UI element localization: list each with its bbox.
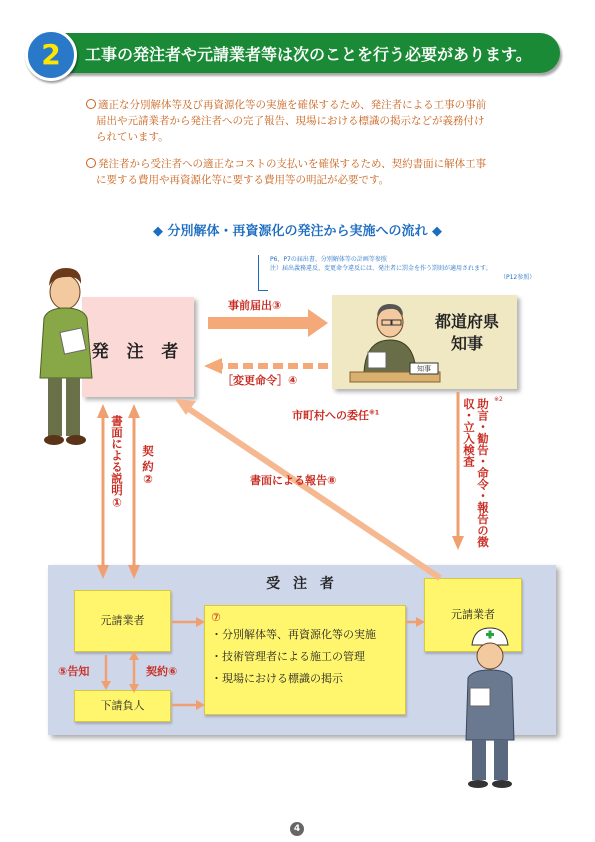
- written-explanation-arrow: [97, 404, 109, 579]
- prime-contractor-right-box: 元請業者: [424, 578, 522, 652]
- written-report-label: 書面による報告⑧: [250, 474, 337, 487]
- contract-arrow: [128, 404, 140, 579]
- delegation-label: [292, 407, 379, 423]
- advance-notice-label: 事前届出③: [228, 299, 282, 312]
- flow-title: ◆ 分別解体・再資源化の発注から実施への流れ ◆: [152, 224, 443, 239]
- owner-person-illustration: [40, 268, 92, 445]
- bullet-1-line-1: 適正な分別解体等及び再資源化等の実施を確保するため、発注者による工事の事前: [98, 99, 487, 111]
- task-3: ・現場における標識の掲示: [211, 672, 343, 685]
- notify-label: ⑤告知: [58, 665, 90, 678]
- governor-label-line-1: 都道府県: [434, 312, 499, 331]
- owner-label: 発 注 者: [91, 342, 185, 362]
- governor-name-plate: 知事: [417, 365, 431, 373]
- sub-to-tasks-arrow: [172, 700, 205, 710]
- section-number-badge: 2: [25, 29, 77, 81]
- prime-contractor-left-box: 元請業者: [74, 590, 171, 652]
- note-line-3: （P12参照）: [500, 274, 536, 281]
- bullet-1-line-2: 届出や元請業者から発注者への完了報告、現場における標識の掲示などが義務付け: [96, 115, 485, 127]
- gov-actions-line-2: 報告の徴収・立入検査: [462, 398, 490, 548]
- subcontract-arrow: [129, 651, 139, 693]
- note-line-2: 注）届出義務違反、変更命令違反には、発注者に罰金を作う罰則が適用されます。: [270, 265, 492, 272]
- section-title: 工事の発注者や元請業者等は次のことを行う必要があります。: [85, 45, 532, 64]
- note-line-1: P6、P7の届出書、分別解体等の計画等参照: [270, 256, 387, 263]
- subcontractor-box: 下請負人: [74, 690, 171, 722]
- delegation-superscript: ※1: [369, 409, 380, 417]
- bullet-1-line-3: られています。: [96, 131, 169, 143]
- contract-label: 契 約②: [141, 445, 155, 487]
- written-report-arrow: [175, 399, 440, 578]
- tasks-number: ⑦: [211, 611, 221, 624]
- page-number: 4: [290, 822, 304, 836]
- task-1: ・分別解体等、再資源化等の実施: [211, 628, 376, 641]
- change-order-label: ［変更命令］④: [222, 374, 298, 387]
- prime-to-tasks-arrow: [172, 617, 205, 627]
- bullet-2-line-2: に要する費用や再資源化等に要する費用等の明記が必要です。: [96, 174, 390, 186]
- subcontract-label: 契約⑥: [146, 665, 178, 678]
- delegation-text: 市町村への委任: [292, 409, 369, 422]
- governor-label-line-2: 知事: [450, 334, 483, 353]
- contractor-title: 受 注 者: [266, 576, 338, 592]
- bullet-2-line-1: 発注者から受注者への適正なコストの支払いを確保するため、契約書面に解体工事: [98, 158, 487, 170]
- gov-actions-line-1: 助言・勧告・命令・: [476, 398, 490, 502]
- worker-person-illustration: [466, 628, 514, 788]
- gov-actions-superscript: ※2: [494, 396, 503, 403]
- written-explanation-label: 書面による説明①: [110, 415, 124, 510]
- notify-arrow: [101, 655, 111, 690]
- tasks-to-prime-arrow: [406, 617, 425, 627]
- task-2: ・技術管理者による施工の管理: [211, 650, 365, 663]
- gov-actions-label: [462, 396, 503, 548]
- advance-notice-arrow: [208, 309, 328, 337]
